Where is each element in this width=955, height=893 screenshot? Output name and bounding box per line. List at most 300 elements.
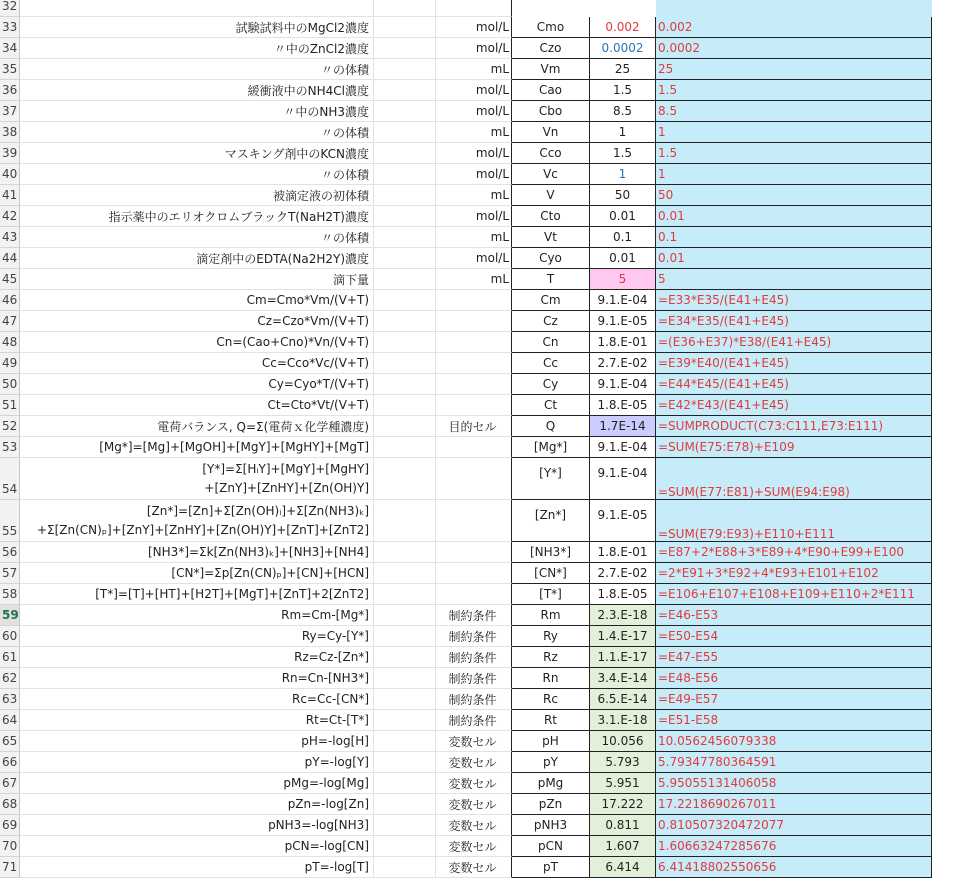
symbol-cell[interactable] xyxy=(512,143,590,164)
value-cell[interactable] xyxy=(590,122,656,143)
formula-cell[interactable] xyxy=(656,248,932,269)
empty-cell[interactable] xyxy=(374,563,436,584)
value-cell[interactable] xyxy=(590,206,656,227)
value-cell[interactable] xyxy=(590,143,656,164)
formula-cell[interactable] xyxy=(656,0,932,17)
row-header[interactable] xyxy=(0,206,20,227)
empty-cell[interactable] xyxy=(374,857,436,878)
empty-cell[interactable] xyxy=(932,332,955,353)
symbol-cell[interactable] xyxy=(512,794,590,815)
unit-cell[interactable] xyxy=(436,0,512,17)
row-header[interactable] xyxy=(0,248,20,269)
row-header[interactable] xyxy=(0,584,20,605)
formula-cell[interactable] xyxy=(656,227,932,248)
empty-cell[interactable] xyxy=(932,353,955,374)
formula-cell[interactable] xyxy=(656,500,932,542)
unit-cell[interactable] xyxy=(436,38,512,59)
formula-cell[interactable] xyxy=(656,563,932,584)
label-cell[interactable] xyxy=(20,101,374,122)
row-header[interactable] xyxy=(0,437,20,458)
row-header[interactable] xyxy=(0,668,20,689)
formula-cell[interactable] xyxy=(656,437,932,458)
symbol-cell[interactable] xyxy=(512,38,590,59)
unit-cell[interactable] xyxy=(436,269,512,290)
empty-cell[interactable] xyxy=(932,185,955,206)
label-cell[interactable] xyxy=(20,437,374,458)
unit-cell[interactable] xyxy=(436,227,512,248)
value-cell[interactable] xyxy=(590,353,656,374)
label-cell[interactable] xyxy=(20,605,374,626)
symbol-cell[interactable] xyxy=(512,542,590,563)
value-cell[interactable] xyxy=(590,227,656,248)
empty-cell[interactable] xyxy=(932,17,955,38)
row-header[interactable] xyxy=(0,731,20,752)
empty-cell[interactable] xyxy=(932,122,955,143)
symbol-cell[interactable] xyxy=(512,395,590,416)
formula-cell[interactable] xyxy=(656,395,932,416)
row-header[interactable] xyxy=(0,332,20,353)
symbol-cell[interactable] xyxy=(512,500,590,542)
empty-cell[interactable] xyxy=(374,731,436,752)
formula-cell[interactable] xyxy=(656,710,932,731)
empty-cell[interactable] xyxy=(374,458,436,500)
symbol-cell[interactable] xyxy=(512,584,590,605)
unit-cell[interactable] xyxy=(436,80,512,101)
formula-cell[interactable] xyxy=(656,353,932,374)
label-cell[interactable] xyxy=(20,794,374,815)
value-cell[interactable] xyxy=(590,248,656,269)
empty-cell[interactable] xyxy=(374,101,436,122)
empty-cell[interactable] xyxy=(374,416,436,437)
value-cell[interactable] xyxy=(590,626,656,647)
label-cell[interactable] xyxy=(20,185,374,206)
formula-cell[interactable] xyxy=(656,59,932,80)
value-cell[interactable] xyxy=(590,500,656,542)
value-cell[interactable] xyxy=(590,395,656,416)
empty-cell[interactable] xyxy=(374,164,436,185)
formula-cell[interactable] xyxy=(656,185,932,206)
symbol-cell[interactable] xyxy=(512,122,590,143)
row-header[interactable] xyxy=(0,38,20,59)
empty-cell[interactable] xyxy=(932,38,955,59)
unit-cell[interactable] xyxy=(436,605,512,626)
value-cell[interactable] xyxy=(590,332,656,353)
empty-cell[interactable] xyxy=(932,143,955,164)
empty-cell[interactable] xyxy=(932,731,955,752)
unit-cell[interactable] xyxy=(436,143,512,164)
unit-cell[interactable] xyxy=(436,731,512,752)
empty-cell[interactable] xyxy=(374,584,436,605)
symbol-cell[interactable] xyxy=(512,836,590,857)
empty-cell[interactable] xyxy=(374,437,436,458)
label-cell[interactable] xyxy=(20,731,374,752)
symbol-cell[interactable] xyxy=(512,689,590,710)
formula-cell[interactable] xyxy=(656,164,932,185)
unit-cell[interactable] xyxy=(436,458,512,500)
unit-cell[interactable] xyxy=(436,647,512,668)
empty-cell[interactable] xyxy=(374,626,436,647)
symbol-cell[interactable] xyxy=(512,332,590,353)
symbol-cell[interactable] xyxy=(512,185,590,206)
empty-cell[interactable] xyxy=(932,626,955,647)
row-header[interactable] xyxy=(0,143,20,164)
label-cell[interactable] xyxy=(20,227,374,248)
empty-cell[interactable] xyxy=(932,80,955,101)
unit-cell[interactable] xyxy=(436,59,512,80)
formula-cell[interactable] xyxy=(656,101,932,122)
empty-cell[interactable] xyxy=(932,290,955,311)
empty-cell[interactable] xyxy=(374,815,436,836)
empty-cell[interactable] xyxy=(932,563,955,584)
unit-cell[interactable] xyxy=(436,416,512,437)
empty-cell[interactable] xyxy=(374,374,436,395)
row-header[interactable] xyxy=(0,794,20,815)
empty-cell[interactable] xyxy=(374,227,436,248)
formula-cell[interactable] xyxy=(656,206,932,227)
empty-cell[interactable] xyxy=(374,248,436,269)
label-cell[interactable] xyxy=(20,374,374,395)
formula-cell[interactable] xyxy=(656,17,932,38)
unit-cell[interactable] xyxy=(436,626,512,647)
value-cell[interactable] xyxy=(590,731,656,752)
unit-cell[interactable] xyxy=(436,395,512,416)
empty-cell[interactable] xyxy=(374,122,436,143)
formula-cell[interactable] xyxy=(656,773,932,794)
empty-cell[interactable] xyxy=(932,227,955,248)
value-cell[interactable] xyxy=(590,836,656,857)
empty-cell[interactable] xyxy=(932,857,955,878)
unit-cell[interactable] xyxy=(436,290,512,311)
value-cell[interactable] xyxy=(590,290,656,311)
empty-cell[interactable] xyxy=(374,353,436,374)
empty-cell[interactable] xyxy=(374,500,436,542)
row-header[interactable] xyxy=(0,353,20,374)
unit-cell[interactable] xyxy=(436,101,512,122)
symbol-cell[interactable] xyxy=(512,668,590,689)
unit-cell[interactable] xyxy=(436,689,512,710)
empty-cell[interactable] xyxy=(374,185,436,206)
label-cell[interactable] xyxy=(20,752,374,773)
formula-cell[interactable] xyxy=(656,122,932,143)
unit-cell[interactable] xyxy=(436,332,512,353)
label-cell[interactable] xyxy=(20,815,374,836)
empty-cell[interactable] xyxy=(374,206,436,227)
row-header[interactable] xyxy=(0,689,20,710)
formula-cell[interactable] xyxy=(656,752,932,773)
label-cell[interactable] xyxy=(20,626,374,647)
value-cell[interactable] xyxy=(590,269,656,290)
empty-cell[interactable] xyxy=(374,332,436,353)
empty-cell[interactable] xyxy=(374,836,436,857)
unit-cell[interactable] xyxy=(436,815,512,836)
unit-cell[interactable] xyxy=(436,794,512,815)
unit-cell[interactable] xyxy=(436,374,512,395)
value-cell[interactable] xyxy=(590,584,656,605)
empty-cell[interactable] xyxy=(932,647,955,668)
row-header[interactable] xyxy=(0,122,20,143)
value-cell[interactable] xyxy=(590,185,656,206)
formula-cell[interactable] xyxy=(656,374,932,395)
formula-cell[interactable] xyxy=(656,80,932,101)
value-cell[interactable] xyxy=(590,437,656,458)
formula-cell[interactable] xyxy=(656,605,932,626)
empty-cell[interactable] xyxy=(932,395,955,416)
row-header[interactable] xyxy=(0,563,20,584)
formula-cell[interactable] xyxy=(656,458,932,500)
symbol-cell[interactable] xyxy=(512,290,590,311)
empty-cell[interactable] xyxy=(374,395,436,416)
symbol-cell[interactable] xyxy=(512,605,590,626)
symbol-cell[interactable] xyxy=(512,17,590,38)
label-cell[interactable] xyxy=(20,353,374,374)
symbol-cell[interactable] xyxy=(512,80,590,101)
label-cell[interactable] xyxy=(20,395,374,416)
empty-cell[interactable] xyxy=(374,710,436,731)
formula-cell[interactable] xyxy=(656,626,932,647)
row-header[interactable] xyxy=(0,17,20,38)
value-cell[interactable] xyxy=(590,38,656,59)
formula-cell[interactable] xyxy=(656,311,932,332)
unit-cell[interactable] xyxy=(436,563,512,584)
unit-cell[interactable] xyxy=(436,17,512,38)
empty-cell[interactable] xyxy=(374,80,436,101)
unit-cell[interactable] xyxy=(436,710,512,731)
symbol-cell[interactable] xyxy=(512,353,590,374)
label-cell[interactable] xyxy=(20,143,374,164)
formula-cell[interactable] xyxy=(656,542,932,563)
value-cell[interactable] xyxy=(590,101,656,122)
label-cell[interactable] xyxy=(20,206,374,227)
symbol-cell[interactable] xyxy=(512,563,590,584)
label-cell[interactable] xyxy=(20,542,374,563)
unit-cell[interactable] xyxy=(436,248,512,269)
value-cell[interactable] xyxy=(590,542,656,563)
unit-cell[interactable] xyxy=(436,353,512,374)
empty-cell[interactable] xyxy=(932,416,955,437)
label-cell[interactable] xyxy=(20,122,374,143)
value-cell[interactable] xyxy=(590,17,656,38)
label-cell[interactable] xyxy=(20,710,374,731)
label-cell[interactable] xyxy=(20,290,374,311)
symbol-cell[interactable] xyxy=(512,269,590,290)
label-cell[interactable] xyxy=(20,80,374,101)
empty-cell[interactable] xyxy=(374,0,436,17)
label-cell[interactable] xyxy=(20,584,374,605)
empty-cell[interactable] xyxy=(932,794,955,815)
row-header[interactable] xyxy=(0,290,20,311)
symbol-cell[interactable] xyxy=(512,248,590,269)
label-cell[interactable] xyxy=(20,458,374,500)
empty-cell[interactable] xyxy=(374,647,436,668)
symbol-cell[interactable] xyxy=(512,752,590,773)
formula-cell[interactable] xyxy=(656,332,932,353)
empty-cell[interactable] xyxy=(932,206,955,227)
empty-cell[interactable] xyxy=(932,458,955,500)
symbol-cell[interactable] xyxy=(512,626,590,647)
empty-cell[interactable] xyxy=(374,794,436,815)
formula-cell[interactable] xyxy=(656,584,932,605)
empty-cell[interactable] xyxy=(374,143,436,164)
symbol-cell[interactable] xyxy=(512,458,590,500)
value-cell[interactable] xyxy=(590,80,656,101)
empty-cell[interactable] xyxy=(374,605,436,626)
value-cell[interactable] xyxy=(590,773,656,794)
unit-cell[interactable] xyxy=(436,836,512,857)
value-cell[interactable] xyxy=(590,794,656,815)
empty-cell[interactable] xyxy=(932,0,955,17)
formula-cell[interactable] xyxy=(656,38,932,59)
empty-cell[interactable] xyxy=(374,668,436,689)
symbol-cell[interactable] xyxy=(512,647,590,668)
formula-cell[interactable] xyxy=(656,836,932,857)
unit-cell[interactable] xyxy=(436,500,512,542)
symbol-cell[interactable] xyxy=(512,101,590,122)
value-cell[interactable] xyxy=(590,752,656,773)
empty-cell[interactable] xyxy=(932,164,955,185)
unit-cell[interactable] xyxy=(436,752,512,773)
formula-cell[interactable] xyxy=(656,416,932,437)
symbol-cell[interactable] xyxy=(512,416,590,437)
row-header[interactable] xyxy=(0,311,20,332)
unit-cell[interactable] xyxy=(436,542,512,563)
row-header[interactable] xyxy=(0,0,20,17)
formula-cell[interactable] xyxy=(656,857,932,878)
label-cell[interactable] xyxy=(20,563,374,584)
empty-cell[interactable] xyxy=(374,311,436,332)
empty-cell[interactable] xyxy=(374,542,436,563)
row-header[interactable] xyxy=(0,773,20,794)
value-cell[interactable] xyxy=(590,59,656,80)
label-cell[interactable] xyxy=(20,17,374,38)
empty-cell[interactable] xyxy=(374,290,436,311)
symbol-cell[interactable] xyxy=(512,710,590,731)
empty-cell[interactable] xyxy=(932,710,955,731)
empty-cell[interactable] xyxy=(374,38,436,59)
row-header[interactable] xyxy=(0,416,20,437)
formula-cell[interactable] xyxy=(656,269,932,290)
label-cell[interactable] xyxy=(20,164,374,185)
row-header[interactable] xyxy=(0,59,20,80)
empty-cell[interactable] xyxy=(932,311,955,332)
row-header[interactable] xyxy=(0,101,20,122)
symbol-cell[interactable] xyxy=(512,164,590,185)
formula-cell[interactable] xyxy=(656,668,932,689)
label-cell[interactable] xyxy=(20,0,374,17)
unit-cell[interactable] xyxy=(436,122,512,143)
label-cell[interactable] xyxy=(20,311,374,332)
row-header[interactable] xyxy=(0,395,20,416)
symbol-cell[interactable] xyxy=(512,857,590,878)
row-header[interactable] xyxy=(0,605,20,626)
empty-cell[interactable] xyxy=(932,374,955,395)
value-cell[interactable] xyxy=(590,416,656,437)
empty-cell[interactable] xyxy=(932,59,955,80)
symbol-cell[interactable] xyxy=(512,773,590,794)
symbol-cell[interactable] xyxy=(512,59,590,80)
value-cell[interactable] xyxy=(590,857,656,878)
symbol-cell[interactable] xyxy=(512,311,590,332)
value-cell[interactable] xyxy=(590,605,656,626)
empty-cell[interactable] xyxy=(932,542,955,563)
empty-cell[interactable] xyxy=(374,59,436,80)
label-cell[interactable] xyxy=(20,500,374,542)
label-cell[interactable] xyxy=(20,773,374,794)
unit-cell[interactable] xyxy=(436,584,512,605)
row-header[interactable] xyxy=(0,542,20,563)
empty-cell[interactable] xyxy=(374,17,436,38)
value-cell[interactable] xyxy=(590,689,656,710)
value-cell[interactable] xyxy=(590,815,656,836)
row-header[interactable] xyxy=(0,710,20,731)
empty-cell[interactable] xyxy=(932,101,955,122)
unit-cell[interactable] xyxy=(436,437,512,458)
empty-cell[interactable] xyxy=(932,584,955,605)
unit-cell[interactable] xyxy=(436,206,512,227)
unit-cell[interactable] xyxy=(436,185,512,206)
empty-cell[interactable] xyxy=(932,437,955,458)
empty-cell[interactable] xyxy=(932,815,955,836)
empty-cell[interactable] xyxy=(374,773,436,794)
unit-cell[interactable] xyxy=(436,164,512,185)
empty-cell[interactable] xyxy=(932,248,955,269)
formula-cell[interactable] xyxy=(656,731,932,752)
label-cell[interactable] xyxy=(20,248,374,269)
row-header[interactable] xyxy=(0,626,20,647)
formula-cell[interactable] xyxy=(656,794,932,815)
unit-cell[interactable] xyxy=(436,668,512,689)
row-header[interactable] xyxy=(0,752,20,773)
formula-cell[interactable] xyxy=(656,647,932,668)
value-cell[interactable] xyxy=(590,458,656,500)
formula-cell[interactable] xyxy=(656,689,932,710)
symbol-cell[interactable] xyxy=(512,227,590,248)
symbol-cell[interactable] xyxy=(512,731,590,752)
row-header[interactable] xyxy=(0,815,20,836)
formula-cell[interactable] xyxy=(656,815,932,836)
label-cell[interactable] xyxy=(20,38,374,59)
empty-cell[interactable] xyxy=(374,752,436,773)
value-cell[interactable] xyxy=(590,647,656,668)
value-cell[interactable] xyxy=(590,311,656,332)
unit-cell[interactable] xyxy=(436,311,512,332)
label-cell[interactable] xyxy=(20,647,374,668)
empty-cell[interactable] xyxy=(374,689,436,710)
value-cell[interactable] xyxy=(590,710,656,731)
label-cell[interactable] xyxy=(20,668,374,689)
label-cell[interactable] xyxy=(20,416,374,437)
empty-cell[interactable] xyxy=(932,752,955,773)
value-cell[interactable] xyxy=(590,563,656,584)
empty-cell[interactable] xyxy=(932,773,955,794)
label-cell[interactable] xyxy=(20,836,374,857)
row-header[interactable] xyxy=(0,374,20,395)
formula-cell[interactable] xyxy=(656,290,932,311)
label-cell[interactable] xyxy=(20,59,374,80)
row-header[interactable] xyxy=(0,227,20,248)
label-cell[interactable] xyxy=(20,332,374,353)
label-cell[interactable] xyxy=(20,269,374,290)
row-header[interactable] xyxy=(0,458,20,500)
unit-cell[interactable] xyxy=(436,773,512,794)
unit-cell[interactable] xyxy=(436,857,512,878)
row-header[interactable] xyxy=(0,185,20,206)
empty-cell[interactable] xyxy=(932,689,955,710)
empty-cell[interactable] xyxy=(932,836,955,857)
row-header[interactable] xyxy=(0,857,20,878)
row-header[interactable] xyxy=(0,164,20,185)
value-cell[interactable] xyxy=(590,374,656,395)
empty-cell[interactable] xyxy=(932,605,955,626)
